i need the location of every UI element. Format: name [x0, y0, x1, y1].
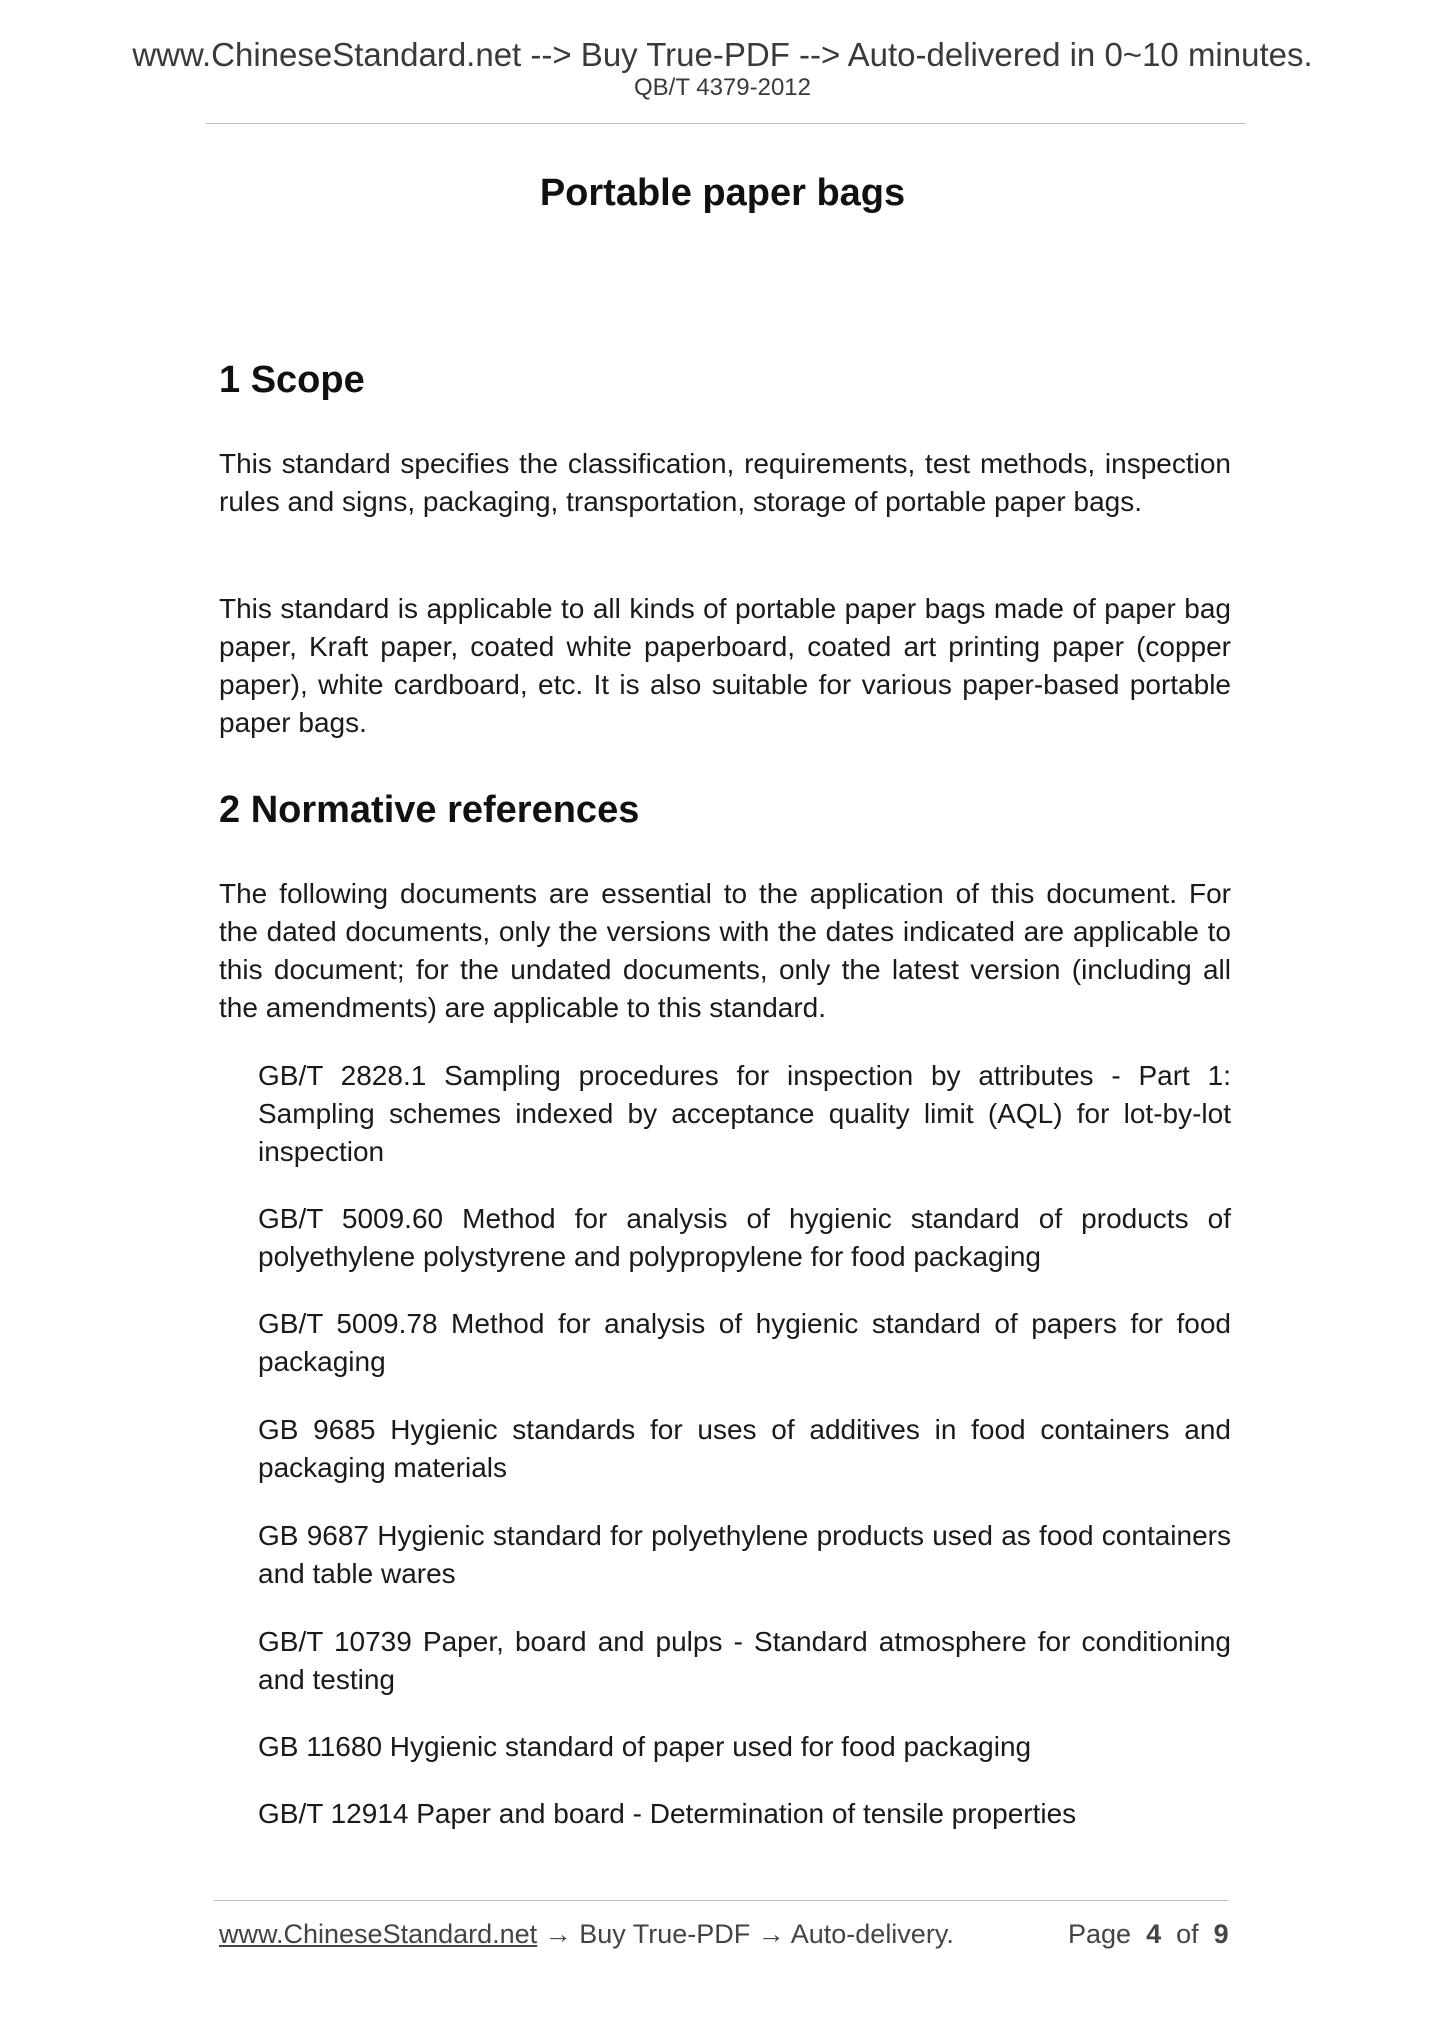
document-code: QB/T 4379-2012	[633, 74, 811, 101]
reference-item: GB/T 5009.60 Method for analysis of hygienic standard of products of polyethylene polystyrene and polypropylene for food packaging	[258, 1203, 1231, 1272]
reference-item: GB/T 2828.1 Sampling procedures for inspection by attributes - Part 1: Sampling schemes indexed by acceptance quality limit (AQL) for lot-by-lot inspection	[258, 1060, 1231, 1167]
page-total: 9	[1213, 1919, 1229, 1949]
page-of-label: of	[1176, 1919, 1199, 1949]
reference-item: GB 11680 Hygienic standard of paper used for food packaging	[258, 1731, 1032, 1762]
reference-item: GB 9685 Hygienic standards for uses of additives in food containers and packaging materials	[258, 1414, 1231, 1483]
scope-paragraph-2: This standard is applicable to all kinds of portable paper bags made of paper bag paper, Kraft paper, coated white paperboard, coated art printing paper (copper paper), white cardboard, etc. It is also suitable for various paper-based portable paper bags.	[219, 593, 1231, 738]
page-title: Portable paper bags	[539, 172, 906, 214]
footer-tagline: → Buy True-PDF → Auto-delivery.	[537, 1919, 954, 1949]
scope-paragraph-1: This standard specifies the classification, requirements, test methods, inspection rules and signs, packaging, transportation, storage of portable paper bags.	[219, 448, 1231, 517]
section-1-heading: 1 Scope	[219, 359, 365, 401]
reference-item: GB/T 10739 Paper, board and pulps - Standard atmosphere for conditioning and testing	[258, 1626, 1231, 1695]
footer-promo	[219, 1921, 954, 1948]
footer-divider	[214, 1900, 1228, 1901]
reference-item: GB 9687 Hygienic standard for polyethylene products used as food containers and table wares	[258, 1520, 1231, 1589]
header-banner: www.ChineseStandard.net --> Buy True-PDF --> Auto-delivered in 0~10 minutes.	[132, 36, 1313, 73]
page-current: 4	[1146, 1919, 1162, 1949]
reference-item: GB/T 12914 Paper and board - Determination of tensile properties	[258, 1798, 1077, 1829]
reference-item: GB/T 5009.78 Method for analysis of hygienic standard of papers for food packaging	[258, 1308, 1231, 1377]
section-2-heading: 2 Normative references	[219, 789, 640, 831]
footer-site-link[interactable]: www.ChineseStandard.net	[219, 1919, 538, 1949]
normative-intro-paragraph: The following documents are essential to the application of this document. For the dated documents, only the versions with the dates indicated are applicable to this document; for the undated documents, only the latest version (including all the amendments) are applicable to this standard.	[219, 878, 1231, 1023]
header-divider	[206, 123, 1246, 124]
page-indicator	[1068, 1921, 1229, 1948]
page-label: Page	[1068, 1919, 1132, 1949]
